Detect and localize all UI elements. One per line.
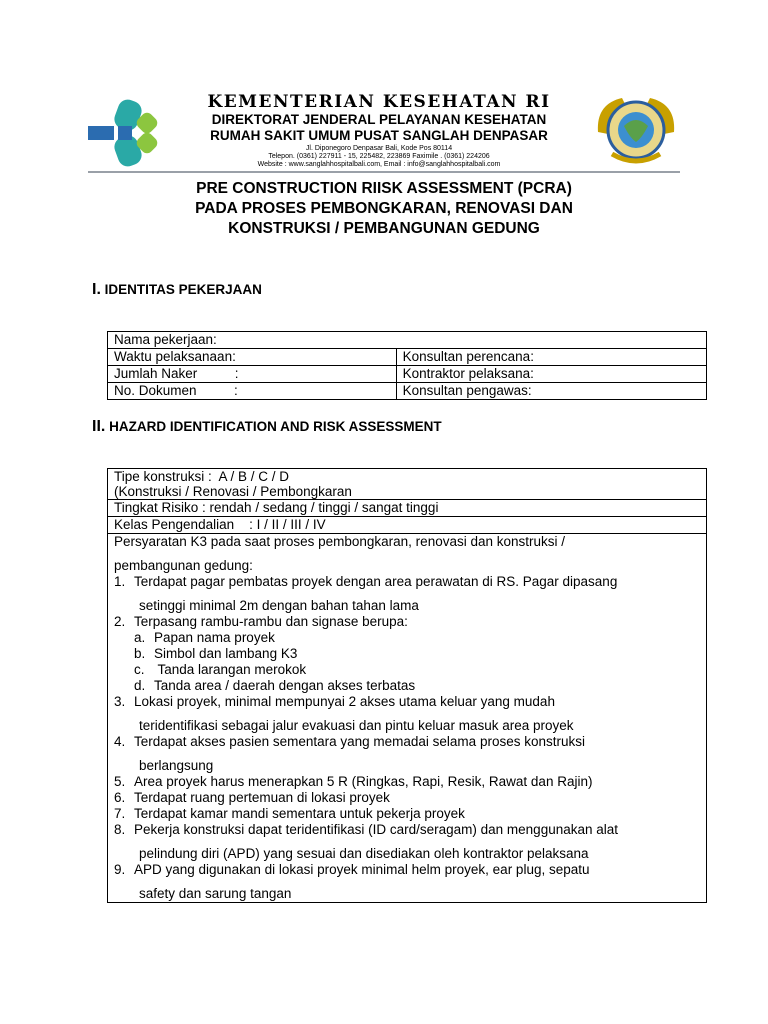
identity-table: [107, 331, 707, 400]
item-text: Terpasang rambu-rambu dan signase berupa:: [134, 614, 408, 629]
item-number: 4.: [114, 734, 126, 749]
item-text: Area proyek harus menerapkan 5 R (Ringkas, Rapi, Resik, Rawat dan Rajin): [134, 774, 593, 789]
list-item: [114, 822, 706, 862]
letterhead-divider: [88, 171, 680, 173]
item-text: Simbol dan lambang K3: [154, 646, 298, 661]
item-number: 9.: [114, 862, 126, 877]
document-title-line-1: PRE CONSTRUCTION RIISK ASSESSMENT (PCRA): [196, 180, 572, 197]
table-row: [108, 534, 707, 903]
table-row: [108, 469, 707, 500]
requirements-intro: Persyaratan K3 pada saat proses pembongkaran, renovasi dan konstruksi /: [114, 534, 566, 549]
hospital-phone: Telepon. (0361) 227911 - 15, 225482, 223869 Faximile . (0361) 224206: [268, 153, 490, 160]
item-text: Pekerja konstruksi dapat teridentifikasi (ID card/seragam) dan menggunakan alat: [134, 822, 619, 837]
table-row: [108, 500, 707, 517]
requirements-cell: [108, 534, 707, 903]
list-item: [114, 734, 706, 774]
nama-pekerjaan-field[interactable]: Nama pekerjaan:: [108, 332, 707, 349]
ministry-name: KEMENTERIAN KESEHATAN RI: [207, 92, 551, 112]
item-text: Terdapat kamar mandi sementara untuk pekerja proyek: [134, 806, 465, 821]
item-number: c.: [134, 662, 145, 677]
letterhead: [88, 88, 680, 172]
item-number: 7.: [114, 806, 126, 821]
section-1-label: IDENTITAS PEKERJAAN: [104, 282, 262, 297]
item-text: Terdapat akses pasien sementara yang memadai selama proses konstruksi: [134, 734, 585, 749]
item-text: Terdapat ruang pertemuan di lokasi proyek: [134, 790, 390, 805]
item-number: 5.: [114, 774, 126, 789]
table-row: [108, 366, 707, 383]
tipe-konstruksi-note: (Konstruksi / Renovasi / Pembongkaran: [114, 484, 352, 499]
item-text: Terdapat pagar pembatas proyek dengan area perawatan di RS. Pagar dipasang: [134, 574, 618, 589]
list-item: [114, 662, 706, 678]
requirements-intro-cont: pembangunan gedung:: [114, 558, 253, 573]
table-row: [108, 349, 707, 366]
no-dokumen-field[interactable]: No. Dokumen :: [108, 383, 397, 400]
section-2-label: HAZARD IDENTIFICATION AND RISK ASSESSMENT: [109, 419, 442, 434]
section-1-number: I.: [92, 281, 101, 298]
hazard-table: [107, 468, 707, 903]
item-number: 3.: [114, 694, 126, 709]
tipe-konstruksi-cell: [108, 469, 707, 500]
item-number: b.: [134, 646, 146, 661]
tipe-konstruksi-field[interactable]: Tipe konstruksi : A / B / C / D: [114, 469, 290, 484]
table-row: [108, 332, 707, 349]
item-text: Tanda larangan merokok: [154, 662, 307, 677]
item-number: 2.: [114, 614, 126, 629]
jumlah-naker-field[interactable]: Jumlah Naker :: [108, 366, 397, 383]
konsultan-pengawas-field[interactable]: Konsultan pengawas:: [396, 383, 706, 400]
list-item: [114, 862, 706, 902]
hospital-name: RUMAH SAKIT UMUM PUSAT SANGLAH DENPASAR: [210, 128, 548, 143]
item-number: a.: [134, 630, 146, 645]
document-title-line-2: PADA PROSES PEMBONGKARAN, RENOVASI DAN: [195, 200, 573, 217]
section-2-number: II.: [92, 418, 106, 435]
hospital-contact: Website : www.sanglahhospitalbali.com, Email : info@sanglahhospitalbali.com: [257, 161, 501, 168]
item-text-cont: pelindung diri (APD) yang sesuai dan disediakan oleh kontraktor pelaksana: [139, 846, 589, 861]
table-row: [108, 383, 707, 400]
list-item: [114, 790, 706, 806]
item-number: 1.: [114, 574, 126, 589]
list-item: [114, 630, 706, 646]
item-number: 6.: [114, 790, 126, 805]
item-number: 8.: [114, 822, 126, 837]
item-text: APD yang digunakan di lokasi proyek minimal helm proyek, ear plug, sepatu: [134, 862, 590, 877]
item-text: Tanda area / daerah dengan akses terbatas: [154, 678, 416, 693]
document-title-line-3: KONSTRUKSI / PEMBANGUNAN GEDUNG: [228, 220, 540, 237]
table-row: [108, 517, 707, 534]
item-text-cont: berlangsung: [139, 758, 214, 773]
kelas-pengendalian-field[interactable]: Kelas Pengendalian : I / II / III / IV: [108, 517, 707, 534]
list-item: [114, 574, 706, 614]
item-text: Papan nama proyek: [154, 630, 275, 645]
list-item: [114, 646, 706, 662]
signage-sublist: [114, 630, 706, 694]
ministry-logo-icon: [88, 96, 168, 170]
list-item: [114, 774, 706, 790]
kontraktor-pelaksana-field[interactable]: Kontraktor pelaksana:: [396, 366, 706, 383]
list-item: [114, 614, 706, 694]
waktu-pelaksanaan-field[interactable]: Waktu pelaksanaan:: [108, 349, 397, 366]
hospital-address: Jl. Diponegoro Denpasar Bali, Kode Pos 80114: [305, 145, 453, 152]
hospital-emblem-icon: [592, 92, 680, 168]
list-item: [114, 694, 706, 734]
list-item: [114, 678, 706, 694]
section-1-heading: [92, 281, 262, 299]
item-text-cont: safety dan sarung tangan: [139, 886, 292, 901]
konsultan-perencana-field[interactable]: Konsultan perencana:: [396, 349, 706, 366]
section-2-heading: [92, 418, 442, 436]
item-text-cont: setinggi minimal 2m dengan bahan tahan lama: [139, 598, 419, 613]
list-item: [114, 806, 706, 822]
item-number: d.: [134, 678, 146, 693]
tingkat-risiko-field[interactable]: Tingkat Risiko : rendah / sedang / tinggi / sangat tinggi: [108, 500, 707, 517]
item-text: Lokasi proyek, minimal mempunyai 2 akses utama keluar yang mudah: [134, 694, 555, 709]
item-text-cont: teridentifikasi sebagai jalur evakuasi dan pintu keluar masuk area proyek: [139, 718, 574, 733]
directorate-name: DIREKTORAT JENDERAL PELAYANAN KESEHATAN: [211, 112, 547, 127]
requirements-list: [114, 574, 706, 902]
